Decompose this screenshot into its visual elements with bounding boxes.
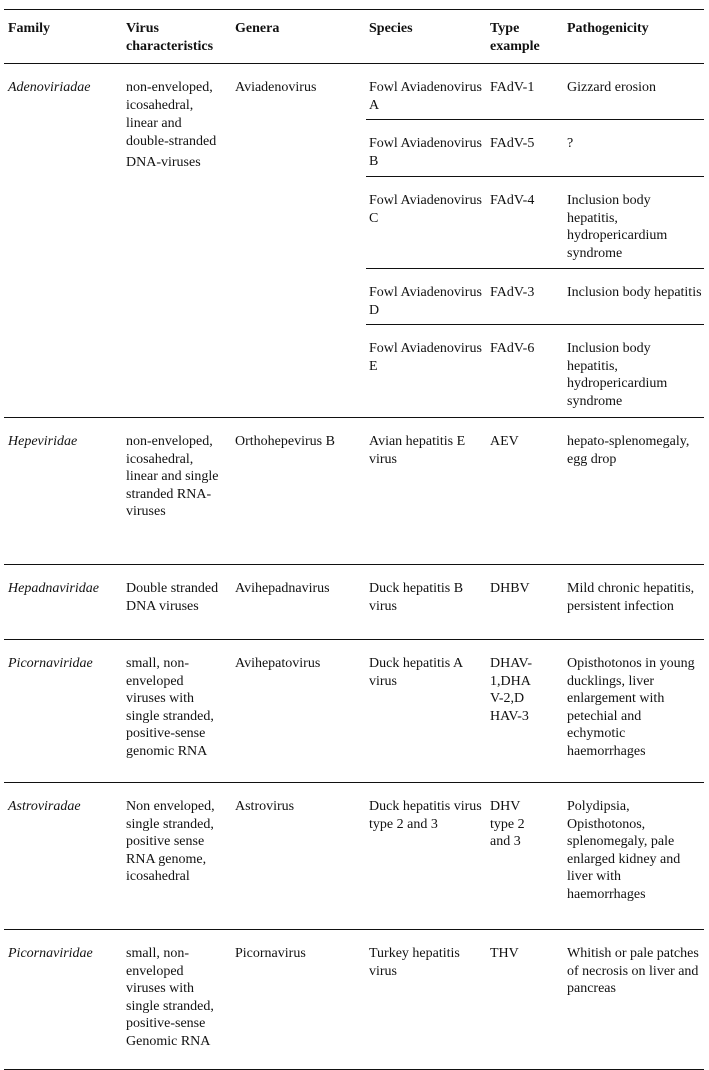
virus-characteristics-cell: Non enveloped, single stranded, positive sense RNA genome, icosahedral — [126, 799, 215, 885]
type-cell: FAdV-3 — [490, 285, 535, 300]
virus-characteristics-cell: non-enveloped, icosahedral, linear and single stranded RNA-viruses — [126, 434, 219, 520]
subrow-divider — [366, 324, 704, 325]
pathogenicity-cell: Inclusion body hepatitis — [567, 285, 702, 300]
family-cell: Picornaviridae — [8, 946, 93, 961]
species-cell: Fowl Aviadenovirus A — [369, 80, 482, 113]
type-cell: AEV — [490, 434, 519, 449]
species-cell: Fowl Aviadenovirus C — [369, 193, 482, 226]
species-cell: Fowl Aviadenovirus B — [369, 136, 482, 169]
family-cell: Hepeviridae — [8, 434, 78, 449]
pathogenicity-cell: Gizzard erosion — [567, 80, 657, 95]
subrow-divider — [366, 268, 704, 269]
virus-characteristics-cell: Double stranded DNA viruses — [126, 581, 219, 614]
type-cell: DHAV-1,DHAV-2,DHAV-3 — [490, 656, 533, 724]
subrow-divider — [366, 119, 704, 120]
pathogenicity-cell: hepato-splenomegaly, egg drop — [567, 434, 690, 467]
species-cell: Fowl Aviadenovirus D — [369, 285, 482, 318]
pathogenicity-cell: ? — [567, 136, 574, 151]
header-family: Family — [8, 21, 50, 36]
header-species: Species — [369, 21, 413, 36]
genera-cell: Astrovirus — [235, 799, 295, 814]
pathogenicity-cell: Inclusion body hepatitis, hydropericardium syndrome — [567, 193, 668, 261]
species-cell: Duck hepatitis B virus — [369, 581, 464, 614]
family-cell: Hepadnaviridae — [8, 581, 99, 596]
genera-cell: Aviadenovirus — [235, 80, 317, 95]
header-type-example: Type example — [490, 21, 540, 54]
virus-characteristics-cell — [126, 79, 226, 172]
pathogenicity-cell: Polydipsia, Opisthotonos, splenomegaly, pale enlarged kidney and liver with haemorrhages — [567, 799, 681, 902]
virus-table — [4, 9, 704, 1070]
pathogenicity-cell: Opisthotonos in young ducklings, liver enlargement with petechial and echymotic haemorrhages — [567, 656, 695, 759]
genera-cell: Orthohepevirus B — [235, 434, 335, 449]
table-row-astroviradae — [4, 783, 704, 930]
species-cell: Avian hepatitis E virus — [369, 434, 466, 467]
table-row-hepeviridae — [4, 418, 704, 565]
family-cell: Astroviradae — [8, 799, 81, 814]
table-row-picornaviridae-picornavirus — [4, 930, 704, 1070]
virus-line: DNA-viruses — [126, 155, 201, 171]
type-cell: FAdV-1 — [490, 80, 535, 95]
species-cell: Turkey hepatitis virus — [369, 946, 460, 979]
species-cell: Fowl Aviadenovirus E — [369, 341, 482, 374]
table-row-hepadnaviridae — [4, 565, 704, 640]
genera-cell: Avihepadnavirus — [235, 581, 330, 596]
header-genera: Genera — [235, 21, 280, 36]
pathogenicity-cell: Whitish or pale patches of necrosis on liver and pancreas — [567, 946, 699, 997]
species-cell: Duck hepatitis A virus — [369, 656, 463, 689]
family-cell: Picornaviridae — [8, 656, 93, 671]
family-cell: Adenoviriadae — [8, 80, 91, 95]
header-virus-characteristics: Virus characteristics — [126, 21, 214, 54]
pathogenicity-cell: Inclusion body hepatitis, hydropericardium syndrome — [567, 341, 668, 409]
table-row-adenoviriadae — [4, 64, 704, 418]
genera-cell: Avihepatovirus — [235, 656, 321, 671]
virus-line: non-enveloped, icosahedral, — [126, 80, 213, 113]
virus-characteristics-cell: small, non-enveloped viruses with single stranded, positive-sense Genomic RNA — [126, 946, 214, 1049]
virus-line: linear and double-stranded — [126, 116, 217, 149]
genera-cell: Picornavirus — [235, 946, 306, 961]
subrow-divider — [366, 176, 704, 177]
table-row-picornaviridae-avihepatovirus — [4, 640, 704, 783]
species-cell: Duck hepatitis virus type 2 and 3 — [369, 799, 482, 832]
type-cell: FAdV-6 — [490, 341, 535, 356]
type-cell: DHBV — [490, 581, 530, 596]
pathogenicity-cell: Mild chronic hepatitis, persistent infection — [567, 581, 695, 614]
table-header — [4, 9, 704, 64]
type-cell: FAdV-4 — [490, 193, 535, 208]
type-cell: DHV type 2 and 3 — [490, 799, 525, 850]
header-pathogenicity: Pathogenicity — [567, 21, 649, 36]
virus-characteristics-cell: small, non-enveloped viruses with single stranded, positive-sense genomic RNA — [126, 656, 214, 759]
type-cell: THV — [490, 946, 519, 961]
type-cell: FAdV-5 — [490, 136, 535, 151]
